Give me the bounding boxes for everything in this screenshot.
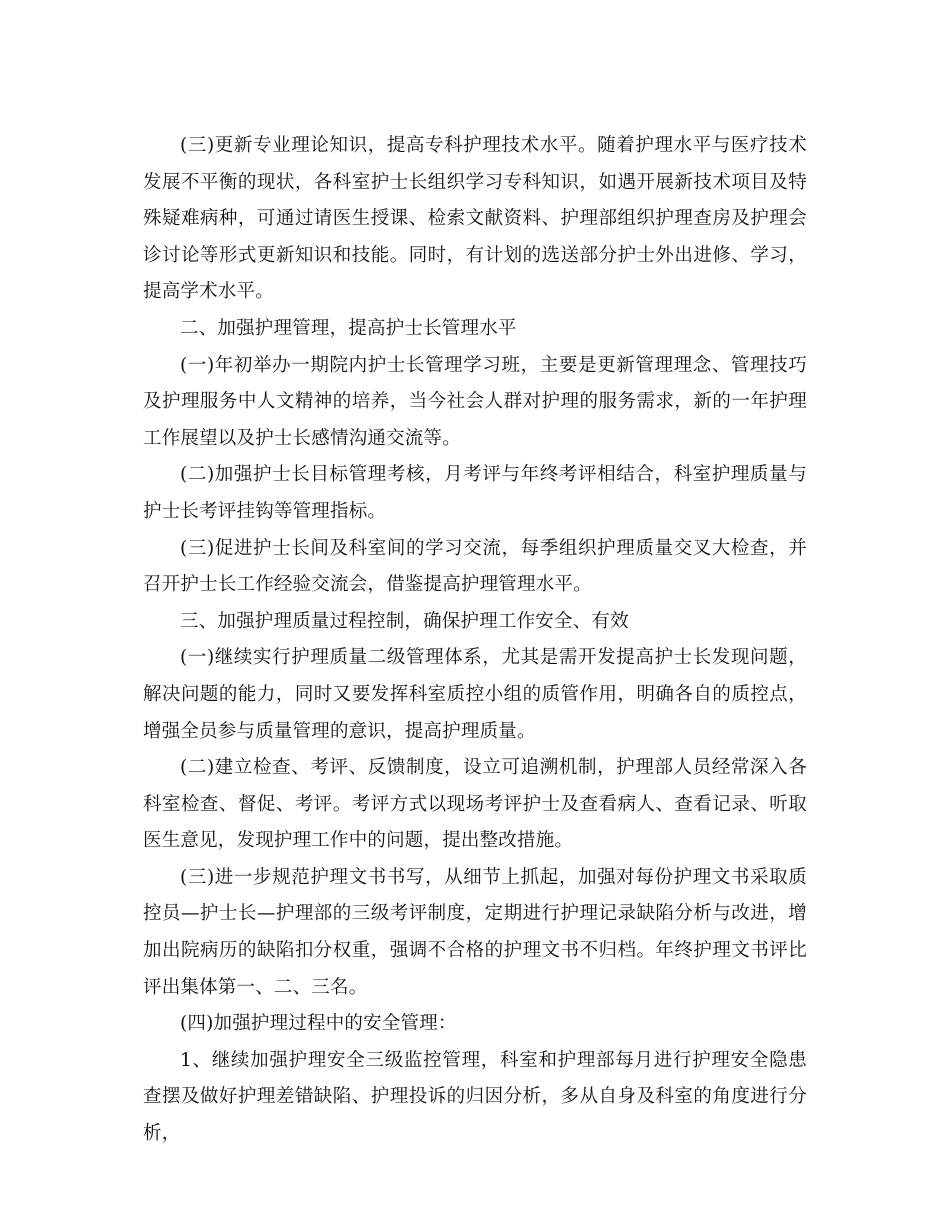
section-heading-quality-control: 三、加强护理质量过程控制，确保护理工作安全、有效 <box>180 610 629 632</box>
paragraph-training-class: (一)年初举办一期院内护士长管理学习班，主要是更新管理理念、管理技巧及护理服务中人文精神的培养，当今社会人群对护理的服务需求，新的一年护理工作展望以及护士长感情沟通交流等。 <box>143 354 807 449</box>
paragraph-nursing-documents: (三)进一步规范护理文书书写，从细节上抓起，加强对每份护理文书采取质控员—护士长—护理部的三级考评制度，定期进行护理记录缺陷分析与改进，增加出院病历的缺陷扣分权重，强调不合格的护理文书不归档。年终护理文书评比评出集体第一、二、三名。 <box>143 866 807 998</box>
paragraph-feedback-system: (二)建立检查、考评、反馈制度，设立可追溯机制，护理部人员经常深入各科室检查、督促、考评。考评方式以现场考评护士及查看病人、查看记录、听取医生意见，发现护理工作中的问题，提出整改措施。 <box>143 757 807 852</box>
paragraph-target-assessment: (二)加强护士长目标管理考核，月考评与年终考评相结合，科室护理质量与护士长考评挂钩等管理指标。 <box>143 464 807 522</box>
paragraph-quality-system: (一)继续实行护理质量二级管理体系，尤其是需开发提高护士长发现问题，解决问题的能力，同时又要发挥科室质控小组的质管作用，明确各自的质控点，增强全员参与质量管理的意识，提高护理质量。 <box>143 647 807 742</box>
paragraph-update-knowledge: (三)更新专业理论知识，提高专科护理技术水平。随着护理水平与医疗技术发展不平衡的现状，各科室护士长组织学习专科知识，如遇开展新技术项目及特殊疑难病种，可通过请医生授课、检索文献资料、护理部组织护理查房及护理会诊讨论等形式更新知识和技能。同时，有计划的选送部分护士外出进修、学习，提高学术水平。 <box>143 135 807 303</box>
paragraph-safety-monitoring: 1、继续加强护理安全三级监控管理，科室和护理部每月进行护理安全隐患查摆及做好护理差错缺陷、护理投诉的归因分析，多从自身及科室的角度进行分析， <box>143 1049 807 1145</box>
document-body <box>143 128 807 1153</box>
paragraph-safety-management-heading: (四)加强护理过程中的安全管理： <box>180 1013 457 1035</box>
section-heading-nursing-management: 二、加强护理管理，提高护士长管理水平 <box>180 317 517 339</box>
paragraph-exchange: (三)促进护士长间及科室间的学习交流，每季组织护理质量交叉大检查，并召开护士长工作经验交流会，借鉴提高护理管理水平。 <box>143 537 807 596</box>
